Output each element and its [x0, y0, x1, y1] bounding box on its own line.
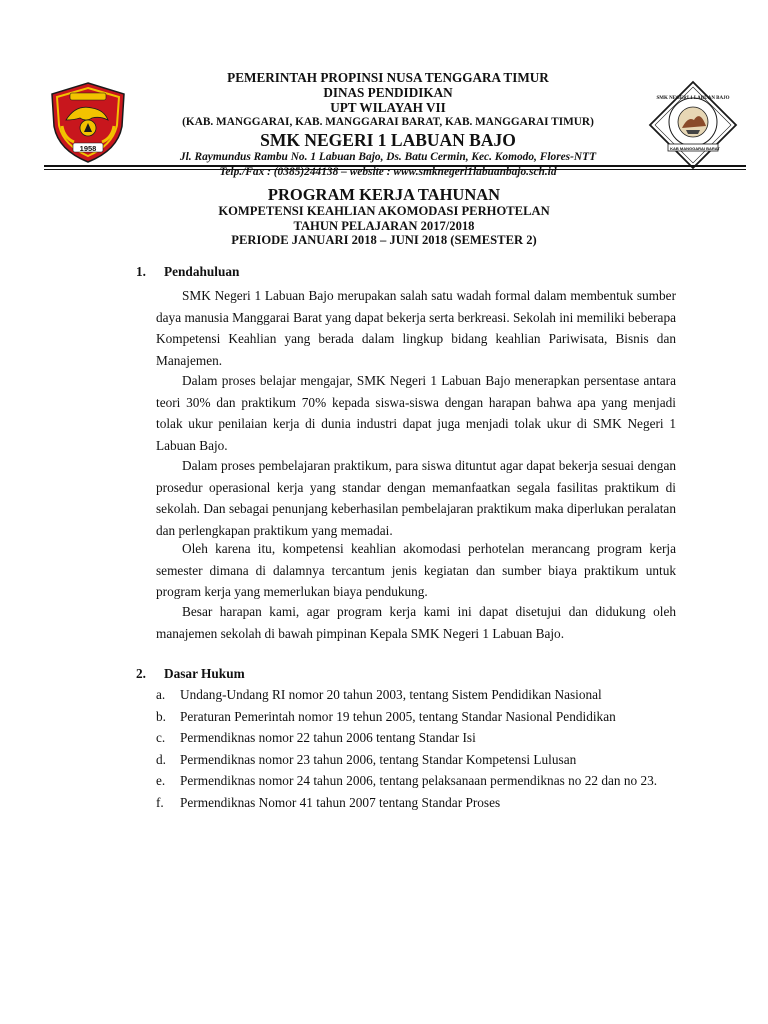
section-number: 2.: [136, 666, 146, 681]
list-item: [156, 749, 676, 771]
list-item-text: Permendiknas nomor 23 tahun 2006, tentang Standar Kompetensi Lulusan: [180, 751, 577, 767]
seal-ring-text: SMK NEGERI 1 LABUAN BAJO: [656, 96, 730, 101]
smk-labuan-bajo-seal-icon: [648, 80, 738, 170]
paragraph: Dalam proses pembelajaran praktikum, para siswa dituntut agar dapat bekerja sesuai dengan prosedur operasional kerja yang standar dengan memanfaatkan segala fasilitas praktikum di sekolah. Dan sebagai penunjang keberhasilan pembelajaran praktikum maka diperlukan peralatan dan perlengkapan praktikum yang memadai.: [156, 458, 676, 538]
paragraph: Oleh karena itu, kompetensi keahlian akomodasi perhotelan merancang program kerja semester dimana di dalamnya tercantum jenis kegiatan dan sumber biaya praktikum untuk program kerja yang memerlukan biaya pendukung.: [156, 541, 676, 599]
section-heading-dasar-hukum: [136, 666, 245, 682]
section-number: 1.: [136, 264, 146, 279]
list-marker: c.: [156, 730, 166, 745]
list-marker: d.: [156, 751, 166, 767]
list-item-text: Permendiknas Nomor 41 tahun 2007 tentang Standar Proses: [180, 794, 501, 810]
list-item: [156, 727, 676, 749]
document-title: PROGRAM KERJA TAHUNAN: [267, 185, 501, 204]
legal-basis-list: [156, 684, 676, 813]
list-marker: a.: [156, 687, 166, 702]
section-title: Dasar Hukum: [164, 666, 245, 681]
list-item-text: Peraturan Pemerintah nomor 19 tehun 2005, tentang Standar Nasional Pendidikan: [180, 708, 616, 724]
list-item-text: Permendiknas nomor 22 tahun 2006 tentang Standar Isi: [180, 730, 476, 745]
section-title: Pendahuluan: [164, 264, 240, 279]
seal-year: 1958: [79, 144, 97, 153]
document-subtitle-2: TAHUN PELAJARAN 2017/2018: [293, 218, 475, 233]
list-item: [156, 684, 676, 706]
document-subtitle-1: KOMPETENSI KEAHLIAN AKOMODASI PERHOTELAN: [218, 204, 550, 218]
paragraph: SMK Negeri 1 Labuan Bajo merupakan salah satu wadah formal dalam membentuk sumber daya manusia Manggarai Barat yang dapat bekerja serta berkreasi. Sekolah ini memiliki beberapa Kompetensi Keahlian yang berada dalam lingkup bidang keahlian Pariwisata, Bisnis dan Manajemen.: [156, 288, 676, 368]
letterhead-line-1: PEMERINTAH PROPINSI NUSA TENGGARA TIMUR: [227, 70, 549, 85]
letterhead: [140, 70, 636, 180]
school-address: Jl. Raymundus Rambu No. 1 Labuan Bajo, Ds. Batu Cermin, Kec. Komodo, Flores-NTT: [179, 151, 597, 163]
document-title-block: [100, 186, 668, 248]
paragraph: Dalam proses belajar mengajar, SMK Negeri 1 Labuan Bajo menerapkan persentase antara teori 30% dan praktikum 70% kepada siswa-siswa dengan harapan bahwa apa yang menjadi tolak ukur penilaian kerja di dunia industri dapat juga menjadi tolak ukur di SMK Negeri 1 Labuan Bajo.: [156, 373, 676, 453]
paragraph: Besar harapan kami, agar program kerja kami ini dapat disetujui dan didukung oleh manajemen sekolah di bawah pimpinan Kepala SMK Negeri 1 Labuan Bajo.: [156, 604, 676, 641]
school-contact: Telp./Fax : (0385)244138 – website : www.smknegeri1labuanbajo.sch.id: [219, 166, 557, 178]
list-marker: b.: [156, 708, 166, 724]
list-item: [156, 792, 676, 814]
list-item: [156, 770, 676, 792]
letterhead-rule-thick: [44, 165, 746, 167]
list-item: [156, 706, 676, 728]
school-name: SMK NEGERI 1 LABUAN BAJO: [260, 130, 516, 150]
letterhead-line-3: UPT WILAYAH VII: [330, 100, 446, 115]
letterhead-line-4: (KAB. MANGGARAI, KAB. MANGGARAI BARAT, KAB. MANGGARAI TIMUR): [182, 116, 594, 128]
letterhead-rule-thin: [44, 169, 746, 170]
list-item-text: Permendiknas nomor 24 tahun 2006, tentang pelaksanaan permendiknas no 22 dan no 23.: [180, 773, 658, 788]
letterhead-line-2: DINAS PENDIDIKAN: [323, 85, 453, 100]
seal-banner-text: KAB MANGGARAI BARAT: [670, 146, 720, 151]
section-heading-pendahuluan: [136, 264, 239, 280]
list-item-text: Undang-Undang RI nomor 20 tahun 2003, tentang Sistem Pendidikan Nasional: [180, 687, 602, 702]
document-subtitle-3: PERIODE JANUARI 2018 – JUNI 2018 (SEMESTER 2): [231, 233, 537, 247]
list-marker: e.: [156, 773, 166, 788]
list-marker: f.: [156, 794, 164, 810]
